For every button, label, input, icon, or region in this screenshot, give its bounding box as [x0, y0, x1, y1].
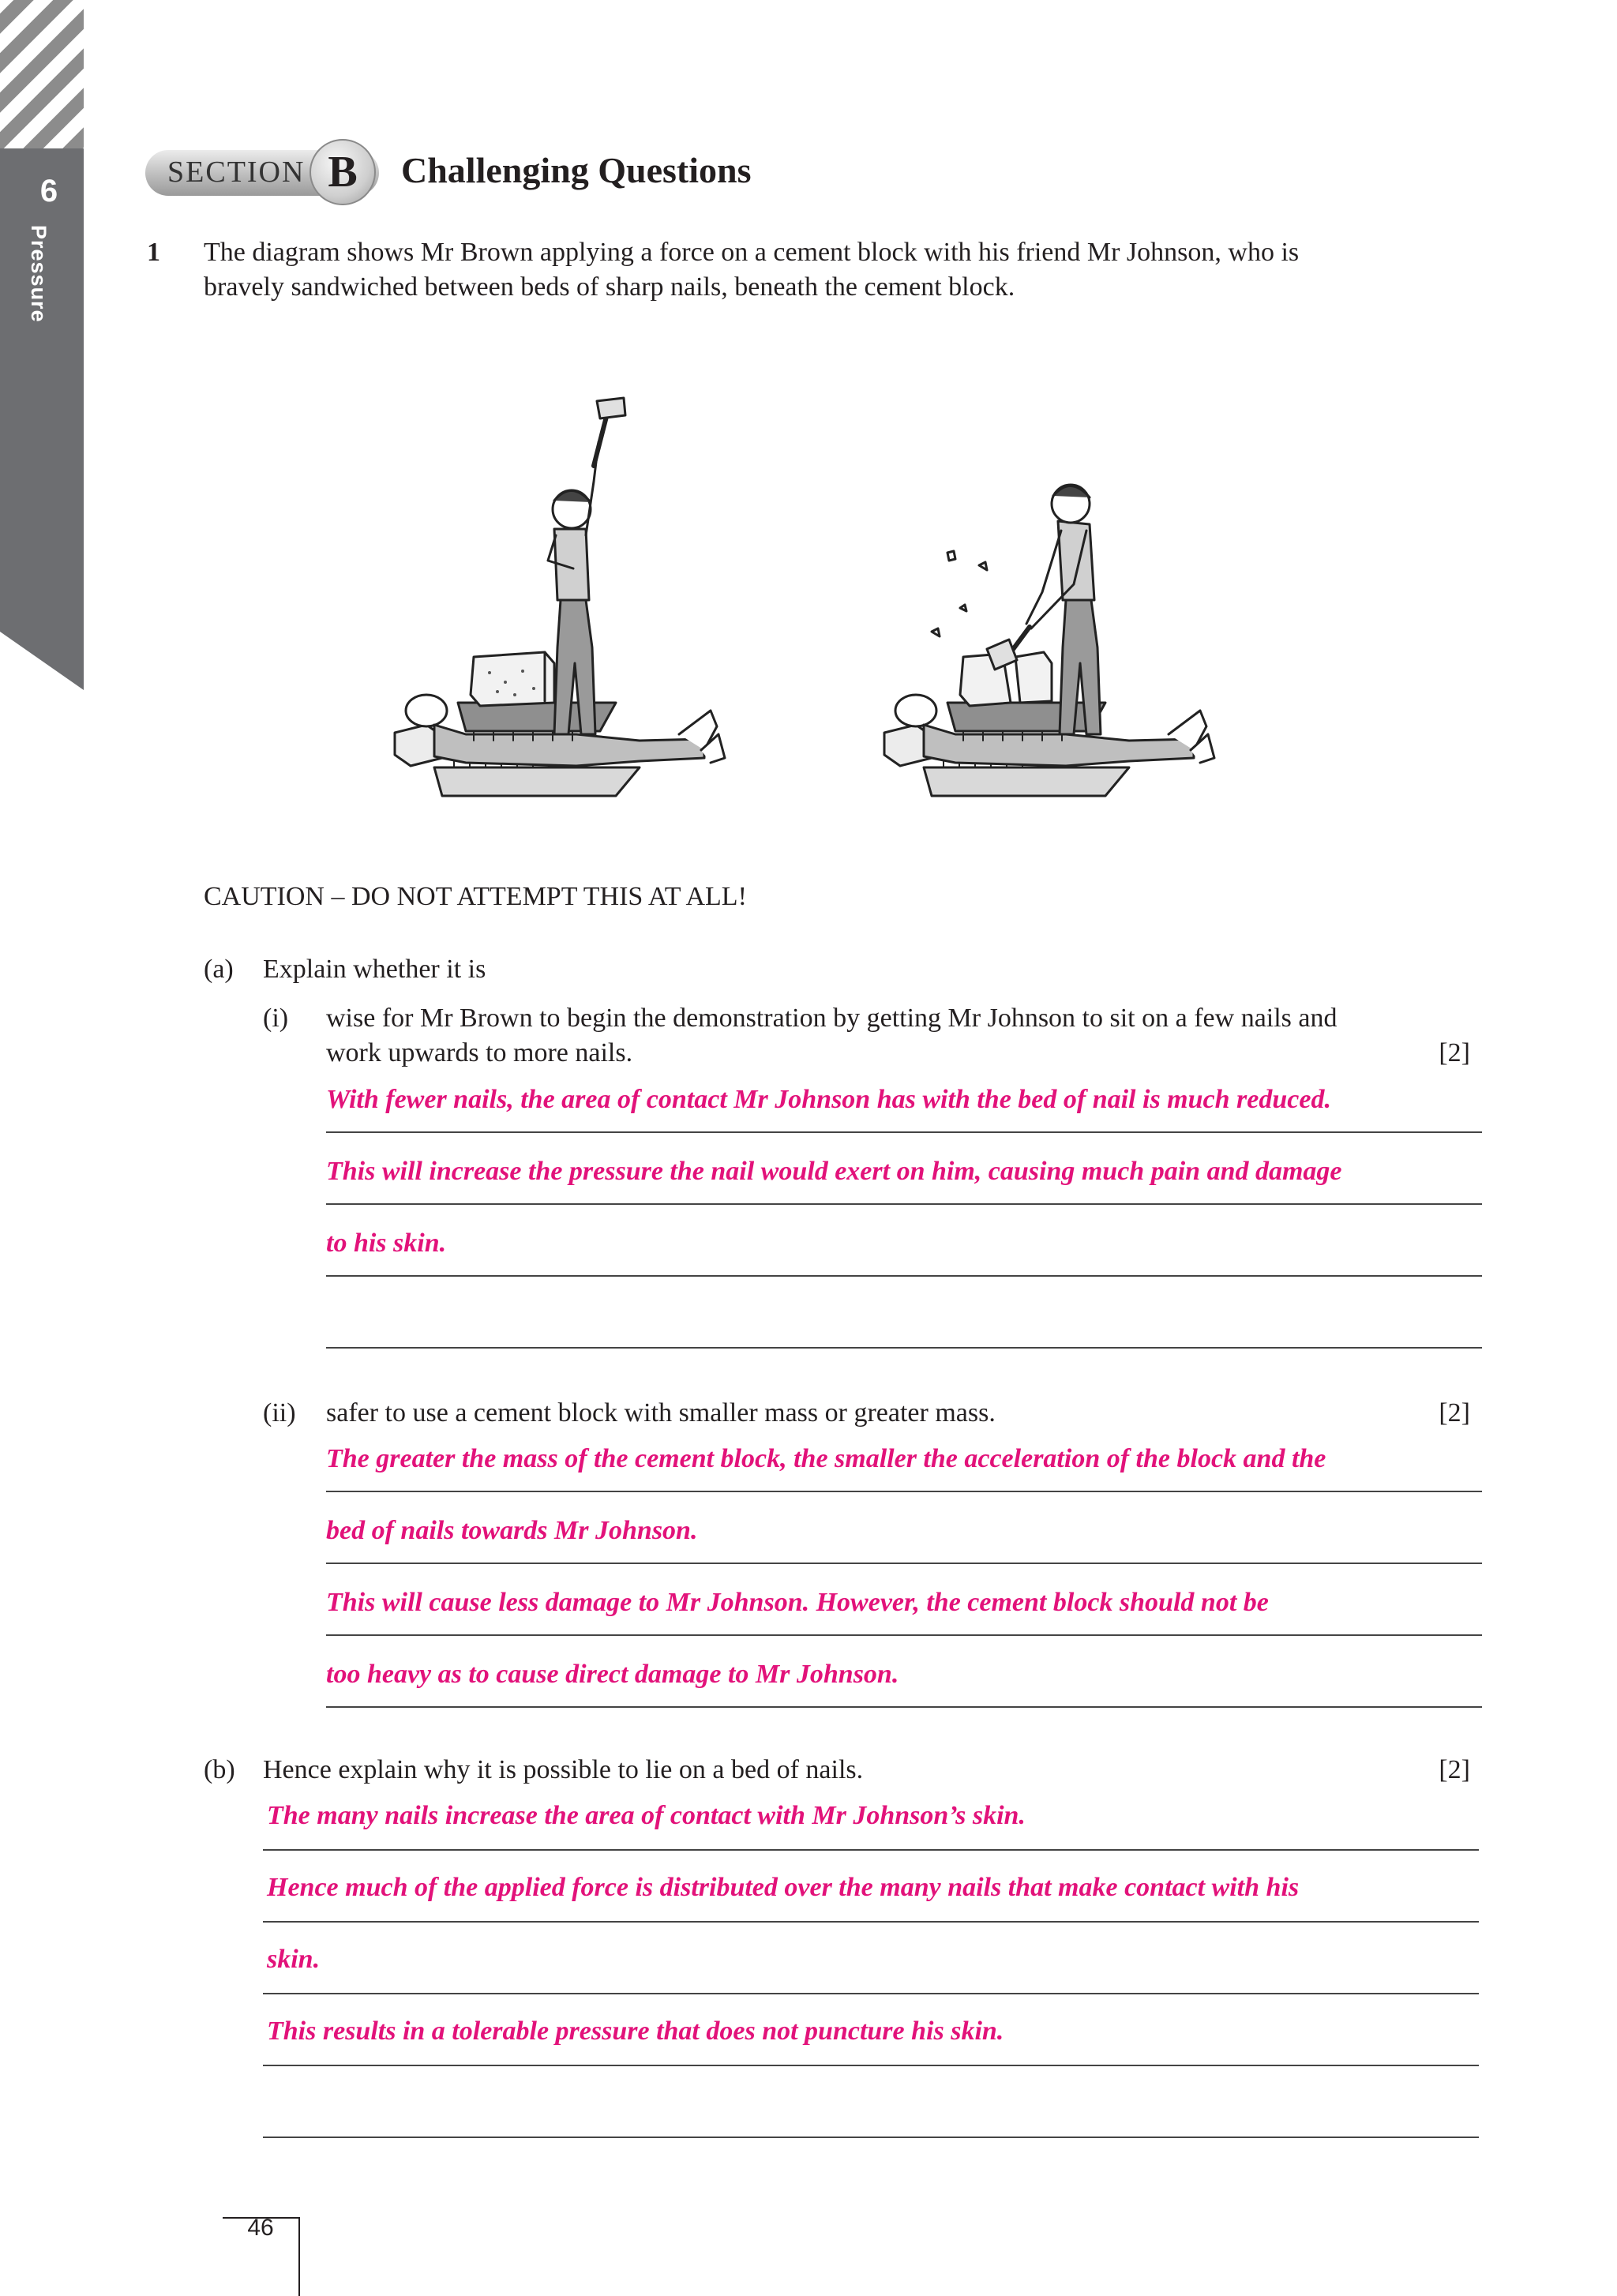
page-number-divider — [298, 2217, 300, 2296]
answer-line — [326, 1347, 1482, 1349]
part-a-i-marks: [2] — [1439, 1038, 1470, 1067]
part-a-ii-label: (ii) — [263, 1398, 296, 1427]
caution-notice: CAUTION – DO NOT ATTEMPT THIS AT ALL! — [204, 882, 747, 911]
diagonal-stripes-decoration — [0, 0, 84, 166]
part-a-stem: Explain whether it is — [263, 955, 486, 984]
bed-of-nails-illustration — [379, 363, 1247, 853]
part-b-answer-1: The many nails increase the area of contact with Mr Johnson’s skin. — [267, 1801, 1026, 1830]
part-a-ii-answer-2: bed of nails towards Mr Johnson. — [326, 1516, 698, 1545]
section-word: SECTION — [167, 156, 306, 189]
part-a-label: (a) — [204, 955, 234, 984]
answer-line — [263, 2065, 1479, 2066]
answer-line — [263, 1921, 1479, 1923]
answer-line — [326, 1634, 1482, 1636]
part-b-answer-3: skin. — [267, 1945, 321, 1974]
answer-line — [326, 1131, 1482, 1133]
part-b-label: (b) — [204, 1755, 235, 1784]
chapter-label: Pressure — [27, 225, 51, 323]
part-a-ii-line: safer to use a cement block with smaller mass or greater mass. — [326, 1398, 996, 1427]
part-a-ii-answer-4: too heavy as to cause direct damage to Mr Johnson. — [326, 1660, 899, 1689]
part-a-i-label: (i) — [263, 1004, 289, 1033]
part-a-i-line-1: wise for Mr Brown to begin the demonstration by getting Mr Johnson to sit on a few nails and — [326, 1004, 1337, 1033]
part-b-answer-4: This results in a tolerable pressure that does not puncture his skin. — [267, 2017, 1004, 2046]
section-title: Challenging Questions — [401, 150, 752, 190]
scene-left-hammer-raised — [395, 398, 725, 796]
part-a-ii-answer-3: This will cause less damage to Mr Johnson. However, the cement block should not be — [326, 1588, 1269, 1617]
scene-right-hammer-striking — [884, 485, 1214, 796]
chapter-tab — [0, 0, 84, 690]
section-letter-badge: B — [310, 139, 376, 205]
part-a-i-answer-3: to his skin. — [326, 1229, 447, 1258]
part-b-answer-2: Hence much of the applied force is distributed over the many nails that make contact with his — [267, 1873, 1300, 1902]
question-stem-line-1: The diagram shows Mr Brown applying a force on a cement block with his friend Mr Johnson, who is — [204, 238, 1300, 267]
part-a-i-answer-2: This will increase the pressure the nail would exert on him, causing much pain and damage — [326, 1157, 1342, 1186]
page-number: 46 — [247, 2215, 274, 2241]
part-a-i-line-2: work upwards to more nails. — [326, 1038, 633, 1067]
answer-line — [326, 1203, 1482, 1205]
answer-line — [263, 2137, 1479, 2138]
answer-line — [326, 1706, 1482, 1708]
answer-line — [326, 1275, 1482, 1277]
part-a-ii-answer-1: The greater the mass of the cement block, the smaller the acceleration of the block and the — [326, 1444, 1326, 1473]
answer-line — [263, 1993, 1479, 1994]
question-number: 1 — [147, 238, 160, 267]
answer-line — [326, 1563, 1482, 1564]
answer-line — [326, 1491, 1482, 1492]
chapter-number: 6 — [39, 174, 58, 208]
question-stem-line-2: bravely sandwiched between beds of sharp nails, beneath the cement block. — [204, 272, 1015, 302]
part-b-line: Hence explain why it is possible to lie on a bed of nails. — [263, 1755, 864, 1784]
answer-line — [263, 1849, 1479, 1851]
part-a-i-answer-1: With fewer nails, the area of contact Mr Johnson has with the bed of nail is much reduced. — [326, 1085, 1331, 1114]
part-a-ii-marks: [2] — [1439, 1398, 1470, 1427]
part-b-marks: [2] — [1439, 1755, 1470, 1784]
